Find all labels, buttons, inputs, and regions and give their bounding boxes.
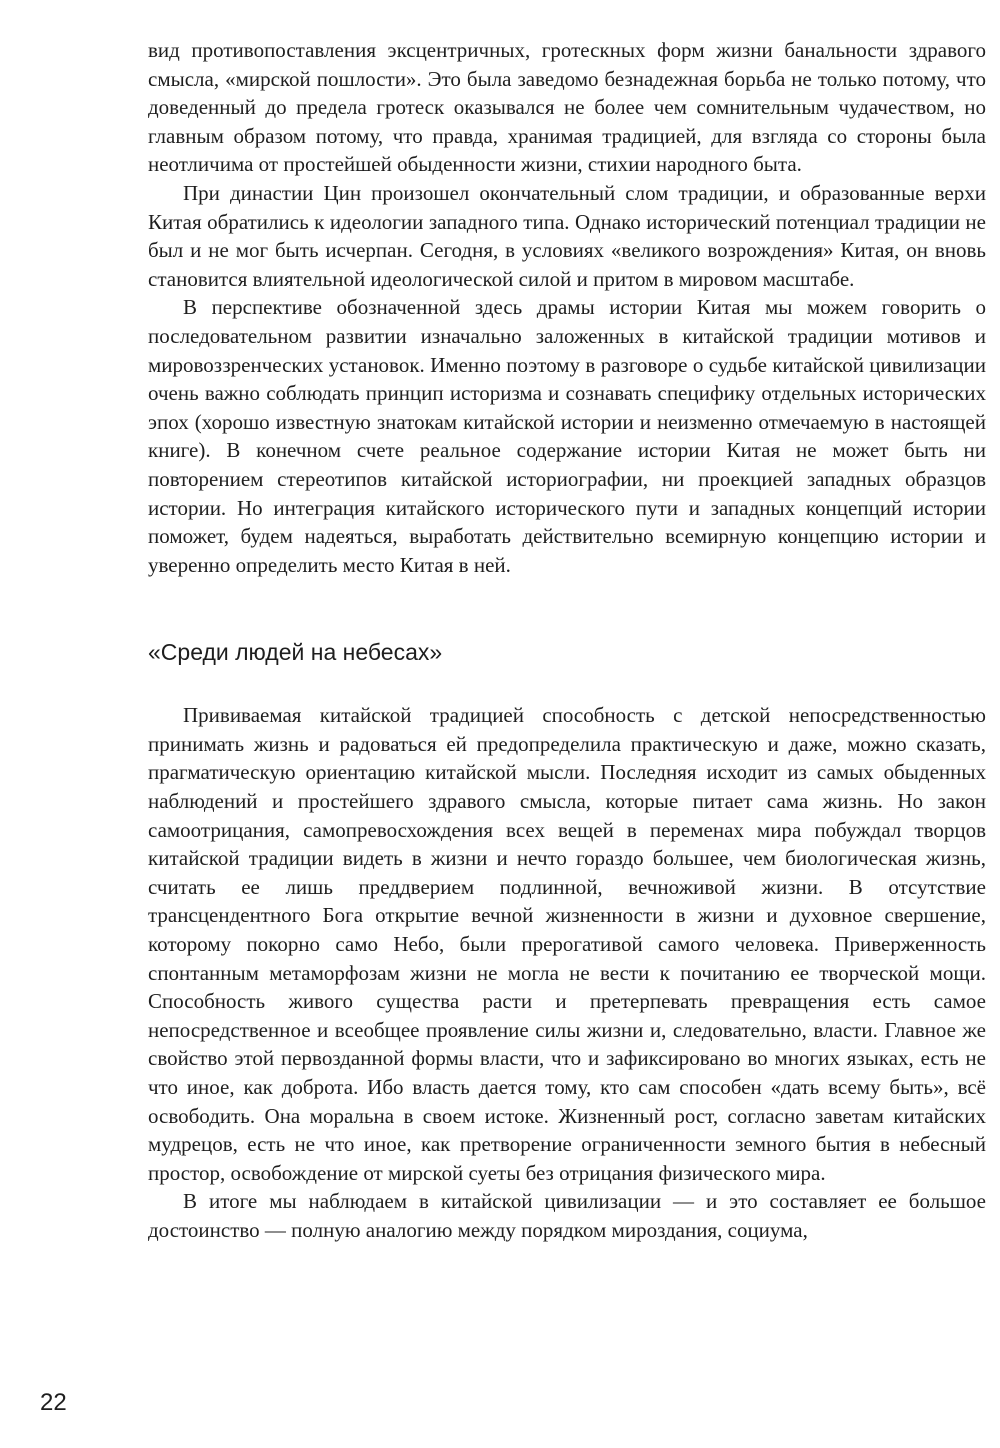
page-content (148, 36, 986, 1245)
paragraph-continuation: вид противопоставления эксцентричных, гротескных форм жизни банальности здравого смысла, «мирской пошлости». Это была заведомо безнадежная борьба не только потому, что доведенный до предела гротеск оказывался не более чем сомнительным чудачеством, но главным образом потому, что правда, хранимая традицией, для взгляда со стороны была неотличима от простейшей обыденности жизни, стихии народного быта. (148, 38, 986, 177)
section-heading: «Среди людей на небесах» (148, 639, 443, 666)
page-number: 22 (40, 1389, 67, 1416)
paragraph-life-power: Прививаемая китайской традицией способность с детской непосредственностью принимать жизнь и радоваться ей предопределила практическую и даже, можно сказать, прагматическую ориентацию китайской мысли. Последняя исходит из самых обыденных наблюдений и простейшего здравого смысла, которые питает сама жизнь. Но закон самоотрицания, самопревосхождения всех вещей в переменах мира побуждал творцов китайской традиции видеть в жизни и нечто гораздо большее, чем биологическая жизнь, считать ее лишь преддверием подлинной, вечноживой жизни. В отсутствие трансцендентного Бога открытие вечной жизненности в жизни и духовное свершение, которому покорно само Небо, были прерогативой самого человека. Приверженность спонтанным метаморфозам жизни не могла не вести к почитанию ее творческой мощи. Способность живого существа расти и претерпевать превращения есть самое непосредственное и всеобщее проявление силы жизни и, следовательно, власти. Главное же свойство этой первозданной формы власти, что и зафиксировано во многих языках, есть не что иное, как доброта. Ибо власть дается тому, кто сам способен «дать всему быть», всё освободить. Она моральна в своем истоке. Жизненный рост, согласно заветам китайских мудрецов, есть не что иное, как претворение ограниченности земного бытия в небесный простор, освобождение от мирской суеты без отрицания физического мира. (148, 703, 986, 1185)
paragraph-historicism: В перспективе обозначенной здесь драмы истории Китая мы можем говорить о последовательном развитии изначально заложенных в китайской традиции мотивов и мировоззренческих установок. Именно поэтому в разговоре о судьбе китайской цивилизации очень важно соблюдать принцип историзма и сознавать специфику отдельных исторических эпох (хорошо известную знатокам китайской истории и неизменно отмечаемую в настоящей книге). В конечном счете реальное содержание истории Китая не может быть ни повторением стереотипов китайской историографии, ни проекцией западных образцов истории. Но интеграция китайского исторического пути и западных концепций истории поможет, будем надеяться, выработать действительно всемирную концепцию истории и уверенно определить место Китая в ней. (148, 295, 986, 577)
paragraph-qing-dynasty: При династии Цин произошел окончательный слом традиции, и образованные верхи Китая обратились к идеологии западного типа. Однако исторический потенциал традиции не был и не мог быть исчерпан. Сегодня, в условиях «великого возрождения» Китая, он вновь становится влиятельной идеологической силой и притом в мировом масштабе. (148, 180, 986, 291)
paragraph-analogy: В итоге мы наблюдаем в китайской цивилизации — и это составляет ее большое достоинство — полную аналогию между порядком мироздания, социума, (148, 1189, 986, 1242)
